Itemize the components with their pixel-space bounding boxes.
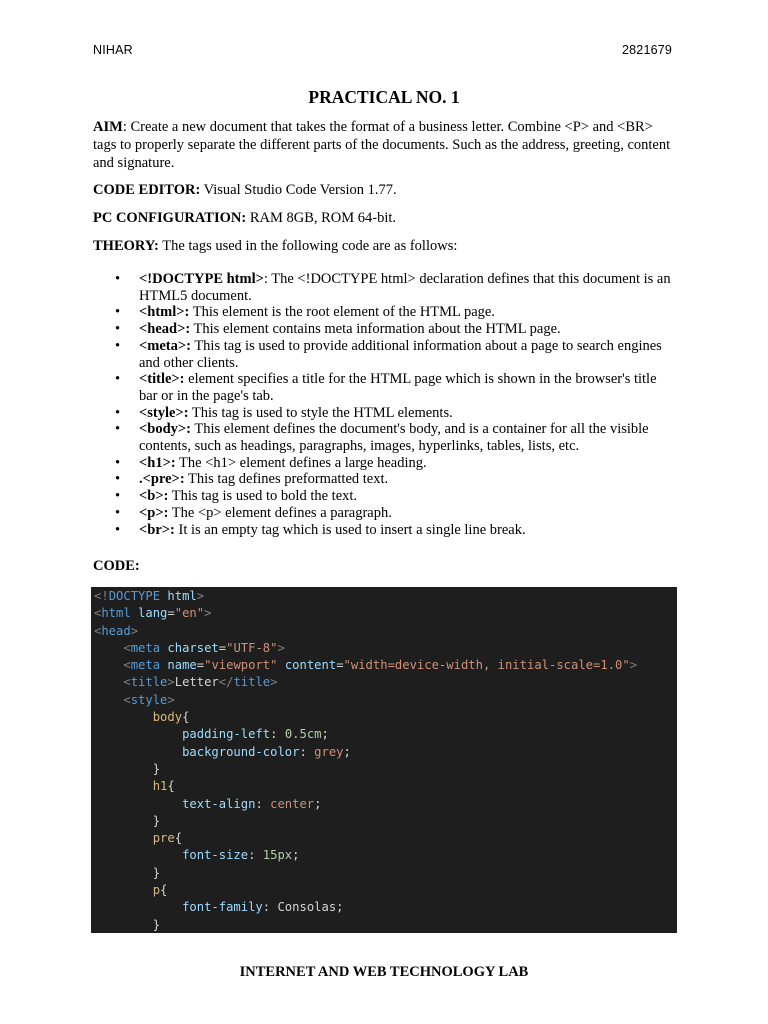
code-line	[94, 692, 677, 709]
code-token: <	[123, 658, 131, 673]
code-token: body	[152, 710, 183, 725]
code-line	[94, 847, 677, 864]
page-title: PRACTICAL NO. 1	[308, 87, 460, 107]
code-token: font-size	[182, 848, 249, 863]
code-token	[131, 606, 138, 620]
code-token: "width=device-width, initial-scale=1.0"	[343, 658, 630, 673]
code-token	[94, 710, 153, 724]
code-token: >	[277, 640, 285, 655]
code-line	[94, 796, 677, 813]
code-editor-label: CODE EDITOR:	[93, 182, 201, 198]
tag-description: This tag is used to bold the text.	[168, 488, 358, 505]
code-token: font-family	[182, 900, 263, 915]
code-token	[94, 658, 123, 672]
code-token: style	[130, 692, 168, 707]
list-item	[93, 371, 678, 404]
tag-name: .<pre>:	[139, 471, 185, 488]
theory-paragraph	[93, 237, 673, 255]
code-token: </	[218, 675, 234, 690]
aim-text: : Create a new document that takes the format of a business letter. Combine <P> and <BR> tags to properly separate the different parts of the documents. Such as the address, greeting, content and signature.	[93, 119, 671, 171]
code-token: 0.5cm	[284, 727, 322, 742]
code-token: }	[94, 813, 161, 828]
tag-name: <h1>:	[139, 454, 176, 471]
code-token: <	[94, 623, 102, 638]
code-token: <	[123, 692, 131, 707]
code-token: content	[284, 658, 337, 673]
tag-name: <title>:	[139, 371, 185, 388]
code-token	[94, 848, 182, 862]
code-token: =	[167, 606, 175, 621]
code-token: "viewport"	[204, 658, 278, 673]
tag-list	[93, 271, 678, 538]
tag-description: : The <!DOCTYPE html> declaration defines that this document is an HTML5 document.	[139, 271, 671, 304]
aim-paragraph	[93, 118, 673, 172]
tag-name: <body>:	[139, 421, 191, 438]
code-line	[94, 882, 677, 899]
code-token: =	[218, 640, 227, 655]
code-token	[277, 658, 284, 672]
code-token	[94, 675, 123, 689]
code-token: title	[130, 675, 168, 690]
list-item	[93, 522, 678, 539]
tag-description: This element contains meta information about the HTML page.	[190, 321, 561, 338]
code-token: pre	[152, 831, 175, 846]
list-item	[93, 338, 678, 371]
pc-config-label: PC CONFIGURATION:	[93, 210, 247, 226]
code-token: :	[270, 727, 285, 742]
code-token: text-align	[182, 796, 256, 811]
code-token: }	[94, 865, 161, 880]
tag-description: It is an empty tag which is used to insert a single line break.	[174, 521, 526, 538]
code-token	[94, 797, 182, 811]
code-token: {	[182, 710, 190, 725]
code-token: ;	[292, 848, 300, 863]
code-token: "en"	[174, 606, 205, 621]
page-footer: INTERNET AND WEB TECHNOLOGY LAB	[239, 964, 529, 980]
code-token: Consolas;	[277, 900, 344, 915]
tag-name: <p>:	[139, 504, 169, 521]
code-token: <	[123, 675, 131, 690]
pc-config-text: RAM 8GB, ROM 64-bit.	[246, 210, 397, 226]
code-token: =	[336, 658, 344, 673]
code-token: :	[255, 796, 271, 811]
pc-config-paragraph	[93, 209, 673, 227]
code-token: lang	[138, 606, 168, 621]
code-token	[94, 641, 123, 655]
code-token: center	[270, 796, 315, 811]
code-token: }	[94, 761, 161, 776]
code-token: p	[152, 883, 161, 898]
code-token: html	[167, 589, 197, 603]
header-roll-number: 2821679	[622, 43, 673, 57]
tag-description: This tag is used to provide additional information about a page to search engines and other clients.	[139, 337, 662, 371]
list-item	[93, 505, 678, 522]
tag-name: <html>:	[139, 304, 190, 321]
code-token: >	[270, 675, 278, 690]
list-item	[93, 421, 678, 454]
code-token: {	[160, 883, 168, 898]
tag-name: <b>:	[139, 488, 169, 505]
code-line	[94, 865, 677, 882]
list-item	[93, 455, 678, 472]
code-token: html	[101, 606, 131, 621]
theory-text: The tags used in the following code are as follows:	[158, 238, 458, 254]
tag-name: <!DOCTYPE html>	[139, 271, 264, 287]
code-token: padding-left	[182, 727, 271, 742]
code-token: ;	[343, 744, 351, 759]
tag-description: The <h1> element defines a large heading.	[175, 454, 427, 471]
code-line	[94, 605, 677, 622]
code-line	[94, 917, 677, 933]
code-line	[94, 830, 677, 847]
code-token: Letter	[174, 675, 219, 690]
code-token	[94, 883, 153, 897]
tag-description: element specifies a title for the HTML page which is shown in the browser's title bar or in the page's tab.	[139, 371, 657, 404]
code-token: 15px	[262, 848, 293, 863]
code-line	[94, 899, 677, 916]
code-token: :	[262, 900, 278, 915]
code-token: <!	[94, 589, 109, 603]
code-token: =	[196, 658, 205, 673]
tag-description: This element defines the document's body, and is a container for all the visible contents, such as headings, paragraphs, images, hyperlinks, tables, lists, etc.	[139, 421, 649, 455]
code-token	[94, 900, 182, 914]
tag-name: <style>:	[139, 404, 189, 421]
code-token: head	[101, 623, 131, 638]
header-name: NIHAR	[93, 43, 133, 57]
code-token: ;	[314, 796, 322, 811]
list-item	[93, 488, 678, 505]
code-token: >	[130, 623, 139, 638]
code-token: >	[204, 606, 212, 621]
tag-name: <br>:	[139, 521, 175, 538]
code-token: title	[233, 675, 271, 690]
code-token: background-color	[182, 744, 300, 759]
code-line	[94, 778, 677, 795]
code-token	[94, 779, 153, 793]
tag-name: <meta>:	[139, 337, 191, 354]
code-editor-paragraph	[93, 181, 673, 199]
list-item	[93, 271, 678, 304]
code-token: charset	[167, 640, 219, 655]
code-line	[94, 744, 677, 761]
code-token	[94, 745, 182, 759]
tag-description: This tag is used to style the HTML elements.	[188, 404, 453, 421]
code-token: DOCTYPE	[108, 589, 161, 603]
code-line	[94, 588, 677, 605]
code-token: h1	[152, 779, 168, 794]
list-item	[93, 304, 678, 321]
code-token: meta	[130, 658, 161, 673]
tag-description: This element is the root element of the HTML page.	[189, 304, 495, 321]
code-line	[94, 674, 677, 691]
code-token: <	[94, 606, 102, 621]
aim-label: AIM	[93, 119, 123, 135]
list-item	[93, 321, 678, 338]
code-token: {	[174, 831, 183, 846]
theory-label: THEORY:	[93, 238, 159, 254]
code-heading: CODE:	[93, 558, 140, 574]
code-line	[94, 640, 677, 657]
code-token	[94, 693, 123, 707]
code-line	[94, 813, 677, 830]
code-token: >	[196, 589, 205, 603]
code-line	[94, 623, 677, 640]
code-line	[94, 709, 677, 726]
code-token: ;	[321, 727, 329, 742]
code-token: >	[629, 658, 638, 673]
code-token: name	[167, 658, 197, 673]
code-token: meta	[130, 640, 161, 655]
tag-name: <head>:	[139, 321, 191, 338]
code-line	[94, 657, 677, 674]
code-token: grey	[314, 744, 344, 759]
code-token: >	[167, 692, 175, 707]
code-token: "UTF-8"	[226, 640, 278, 655]
list-item	[93, 405, 678, 422]
code-token: {	[167, 779, 175, 794]
code-token: :	[299, 744, 315, 759]
code-line	[94, 726, 677, 743]
code-token: :	[248, 848, 263, 863]
code-token	[94, 831, 153, 845]
tag-description: The <p> element defines a paragraph.	[168, 504, 392, 521]
code-editor-text: Visual Studio Code Version 1.77.	[200, 182, 397, 198]
code-line	[94, 761, 677, 778]
code-token: <	[123, 640, 131, 655]
code-block	[91, 587, 677, 933]
code-token: }	[94, 917, 161, 932]
code-token	[94, 727, 182, 741]
code-token: >	[167, 675, 175, 690]
tag-description: This tag defines preformatted text.	[184, 471, 389, 488]
list-item	[93, 471, 678, 488]
